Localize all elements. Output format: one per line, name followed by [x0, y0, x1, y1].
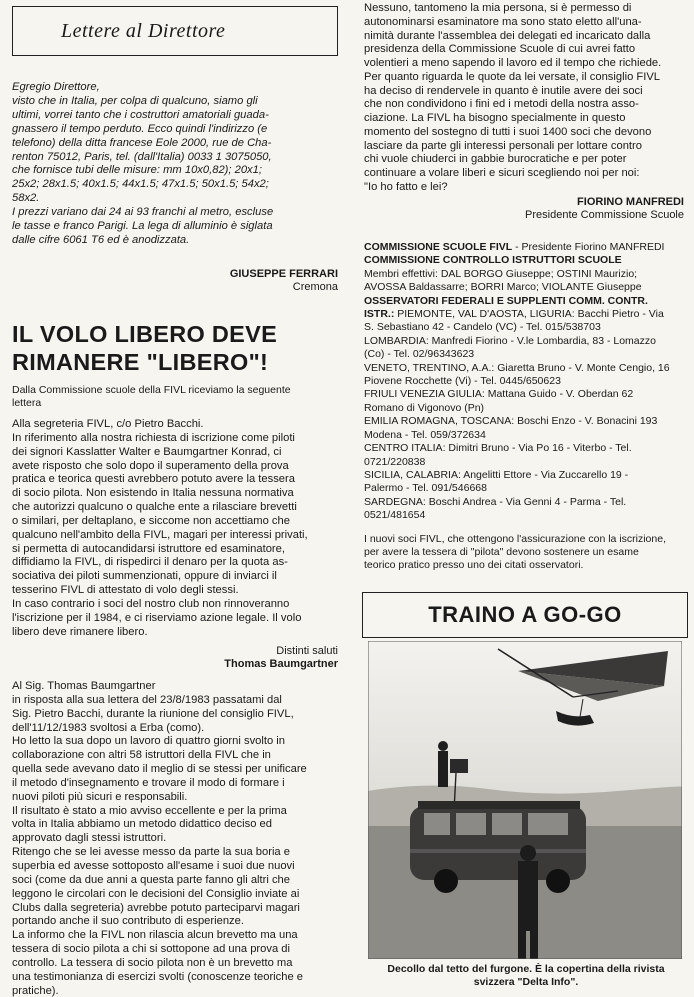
caption-line-1: Decollo dal tetto del furgone. È la copertina della rivista [387, 963, 665, 975]
text-line: controllo. La tessera di socio pilota non è un brevetto ma [12, 956, 293, 969]
text-line: chi vuole chiuderci in gabbie burocratiche e per poter [364, 153, 627, 166]
text-line: Ho letto la sua dopo un lavoro di quattro giorni svolto in [12, 735, 286, 748]
text-line: l'iscrizione per il 1984, e ci riserviamo azione legale. Il volo [12, 611, 302, 624]
text-line: per avere la tessera di "pilota" devono sostenere un esame [364, 546, 639, 558]
commission-line: S. Sebastiano 42 - Candelo (VC) - Tel. 015/538703 [364, 321, 601, 334]
text-line: renton 75012, Paris, tel. (dall'Italia) 0033 1 3075050, [12, 150, 272, 163]
text-line: si permetta di autocandidarsi istruttore ed esaminatore, [12, 542, 285, 555]
commission-line: 0721/220838 [364, 455, 426, 468]
text-line: pratiche). [12, 984, 59, 997]
text-line: qualcuno nell'ambito della FIVL, magari per interessi privati, [12, 528, 308, 541]
text-line: quella sede avevano dato il meglio di se stessi per unificare [12, 763, 307, 776]
text-line: ha deciso di rendervele in quanto è inutile avere dei soci [364, 84, 643, 97]
text-line: Egregio Direttore, [12, 81, 100, 93]
signature-name: FIORINO MANFREDI [577, 196, 684, 208]
text-line: Il risultato è stato a mio avviso eccellente e per la prima [12, 804, 287, 817]
letter-baumgartner [12, 418, 340, 640]
text-line: o similari, per deltaplano, e siccome non accettiamo che [12, 514, 290, 527]
headline-line-1: IL VOLO LIBERO DEVE [12, 321, 278, 347]
commission-line: (Co) - Tel. 02/96343623 [364, 348, 475, 361]
text-line: 58x2. [12, 192, 40, 205]
signature-city: Cremona [292, 281, 338, 293]
text-line: Per quanto riguarda le quote da lei versate, il consiglio FIVL [364, 70, 661, 83]
commission-line: Piovene Rocchette (Vi) - Tel. 0445/650623 [364, 375, 561, 388]
commission-line: SARDEGNA: Boschi Andrea - Via Genni 4 - Parma - Tel. [364, 495, 627, 508]
text-line: portando anche il suo contributo di esperienze. [12, 915, 244, 928]
cover-photo [368, 641, 682, 959]
signature-name: GIUSEPPE FERRARI [229, 268, 338, 280]
commission-line: ISTR.: PIEMONTE, VAL D'AOSTA, LIGURIA: Bacchi Pietro - Via [364, 308, 664, 321]
headline-line-2: RIMANERE "LIBERO"! [12, 349, 269, 375]
text-line: che fornisce tubi delle misure: mm 10x0,82); 20x1; [12, 164, 262, 177]
text-line: Ritengo che se lei avesse messo da parte la sua boria e [12, 846, 290, 859]
article-intro [12, 384, 340, 410]
commission-line: AVOSSA Baldassarre; BORRI Marco; VIOLANTE Giuseppe [364, 281, 642, 294]
text-line: dell'11/12/1983 svoltosi a Erba (como). [12, 721, 205, 734]
signature-title: Presidente Commissione Scuole [525, 209, 684, 221]
text-line: soci (come da due anni a questa parte fanno gli altri che [12, 873, 290, 886]
text-line: Al Sig. Thomas Baumgartner [12, 680, 156, 692]
text-line: I nuovi soci FIVL, che ottengono l'assicurazione con la iscrizione, [364, 533, 666, 545]
text-line: "Io ho fatto e lei? [364, 180, 448, 193]
reply-continuation [364, 2, 688, 195]
text-line: tesserino FIVL di attestato di volo degli stessi. [12, 584, 239, 597]
commission-line: EMILIA ROMAGNA, TOSCANA: Boschi Enzo - V. Bonacini 193 [364, 415, 658, 428]
commission-line: Palermo - Tel. 091/546668 [364, 482, 487, 495]
text-line: avete risposto che solo dopo il superamento della prova [12, 459, 289, 472]
text-line: teorico pratico presso uno dei citati osservatori. [364, 559, 584, 571]
text-line: dei signori Kasslatter Walter e Baumgartner Konrad, ci [12, 445, 282, 458]
text-line: una testimonianza di esercizi svolti (conoscenze teoriche e [12, 970, 304, 983]
commission-line: Modena - Tel. 059/372634 [364, 428, 486, 441]
letter-reply [12, 680, 340, 997]
text-line: pratica e teorica questi avrebbero potuto avere la tessera [12, 473, 295, 486]
text-line: Sig. Pietro Bacchi, durante la riunione del consiglio FIVL, [12, 707, 294, 720]
commission-list [364, 241, 690, 523]
text-line: 25x2; 28x1.5; 40x1.5; 44x1.5; 47x1.5; 50x1.5; 54x2; [12, 178, 269, 191]
text-line: lasciare da parte gli interessi personali per lottare contro [364, 139, 642, 152]
section-heading-box [12, 6, 338, 56]
commission-line: VENETO, TRENTINO, A.A.: Giaretta Bruno - V. Monte Cengio, 16 [364, 361, 670, 374]
text-line: In riferimento alla nostra richiesta di iscrizione come piloti [12, 431, 295, 444]
text-line: in risposta alla sua lettera del 23/8/1983 passatami dal [12, 693, 282, 706]
text-line: libero deve rimanere libero. [12, 625, 148, 638]
text-line: continuare a volare liberi e sicuri scegliendo noi per noi: [364, 167, 640, 179]
text-line: leggono le circolari con le decisioni del Consiglio inviate ai [12, 887, 300, 900]
text-line: di socio pilota. Non esistendo in Italia nessuna normativa [12, 487, 294, 500]
text-line: approvato dagli stessi istruttori. [12, 832, 167, 845]
van-icon [410, 801, 586, 893]
text-line: lettera [12, 397, 42, 409]
letter-ferrari [12, 81, 340, 248]
text-line: ciazione. La FIVL ha bisogno specialmente in questo [364, 112, 626, 124]
commission-line: 0521/481654 [364, 509, 426, 522]
text-line: gnassero il tempo perduto. Ecco quindi l'indirizzo (e [12, 122, 268, 135]
text-line: dalle cifre 6061 T6 ed è anodizzata. [12, 233, 190, 246]
text-line: volta in Italia abbiamo un metodo didattico deciso ed [12, 818, 272, 831]
commission-line: CENTRO ITALIA: Dimitri Bruno - Via Po 16 - Viterbo - Tel. [364, 442, 632, 455]
text-line: La informo che la FIVL non rilascia alcun brevetto ma una [12, 929, 298, 942]
text-line: Clubs dalla segreteria) avrebbe potuto parteciparvi magari [12, 901, 300, 914]
article-headline [12, 320, 340, 376]
text-line: che autorizzi qualcuno o qualche ente a rilasciare brevetti [12, 501, 297, 514]
text-line: diffidiamo la FIVL, di rispedirci il denaro per la quota as- [12, 556, 288, 569]
signature-name: Thomas Baumgartner [224, 658, 338, 670]
commission-line: COMMISSIONE SCUOLE FIVL - Presidente Fiorino MANFREDI [364, 241, 665, 253]
signature-ferrari [12, 268, 338, 294]
traino-heading: TRAINO A GO-GO [428, 602, 622, 627]
commission-line: COMMISSIONE CONTROLLO ISTRUTTORI SCUOLE [364, 254, 622, 267]
text-line: In caso contrario i soci del nostro club non rinnoveranno [12, 597, 290, 610]
text-line: sociativa dei piloti summenzionati, oppure di inviarci il [12, 570, 277, 583]
text-line: nuovi piloti più sicuri e responsabili. [12, 790, 188, 803]
hang-glider-van-photo [368, 641, 682, 959]
commission-line: FRIULI VENEZIA GIULIA: Mattana Guido - V. Oberdan 62 [364, 388, 634, 401]
section-heading: Lettere al Direttore [61, 19, 226, 42]
commission-line: Membri effettivi: DAL BORGO Giuseppe; OSTINI Maurizio; [364, 267, 638, 280]
text-line: il metodo d'insegnamento e trovare il modo di formare i [12, 776, 285, 789]
text-line: Dalla Commissione scuole della FIVL riceviamo la seguente [12, 384, 291, 396]
text-line: telefono) della ditta francese Eole 2000, rue de Cha- [12, 136, 272, 149]
text-line: tessera di socio pilota a chi si sottopone ad una prova di [12, 943, 290, 956]
signature-manfredi [364, 196, 684, 222]
signature-greeting: Distinti saluti [276, 645, 338, 657]
text-line: Alla segreteria FIVL, c/o Pietro Bacchi. [12, 418, 204, 430]
text-line: autonominarsi esaminatore ma sono stato eletto all'una- [364, 15, 642, 28]
caption-line-2: svizzera "Delta Info". [473, 975, 579, 988]
text-line: ultimi, vorrei tanto che i costruttori amatoriali guada- [12, 108, 269, 121]
commission-line: LOMBARDIA: Manfredi Fiorino - V.le Lombardia, 83 - Lomazzo [364, 334, 656, 347]
commission-line: OSSERVATORI FEDERALI E SUPPLENTI COMM. CONTR. [364, 294, 648, 307]
signature-baumgartner [12, 645, 338, 671]
commission-line: Romano di Vigonovo (Pn) [364, 401, 485, 414]
text-line: le tasse e franco Parigi. La lega di alluminio è siglata [12, 220, 273, 233]
text-line: volentieri a meno sapendo il lavoro ed il tempo che richiede. [364, 57, 662, 69]
text-line: momento del sostegno di tutti i suoi 1400 soci che devono [364, 125, 652, 138]
text-line: collaborazione con altri 58 istruttori della FIVL che in [12, 749, 271, 762]
text-line: visto che in Italia, per colpa di qualcuno, siamo gli [12, 94, 258, 107]
commission-line: SICILIA, CALABRIA: Angelitti Ettore - Via Zuccarello 19 - [364, 468, 629, 481]
text-line: nimità durante l'assemblea dei delegati ed incaricato dalla [364, 29, 651, 42]
text-line: Nessuno, tantomeno la mia persona, si è permesso di [364, 2, 632, 14]
photo-caption [362, 963, 690, 988]
traino-heading-box [362, 592, 688, 638]
text-line: presidenza della Commissione Scuole di cui avrei fatto [364, 43, 636, 56]
members-note [364, 533, 690, 572]
text-line: superbia ed avesse sottoposto all'esame i suoi due nuovi [12, 859, 295, 872]
text-line: che non condividono i fini ed i metodi della nostra asso- [364, 98, 639, 111]
text-line: I prezzi variano dai 24 ai 93 franchi al metro, escluse [12, 206, 274, 219]
